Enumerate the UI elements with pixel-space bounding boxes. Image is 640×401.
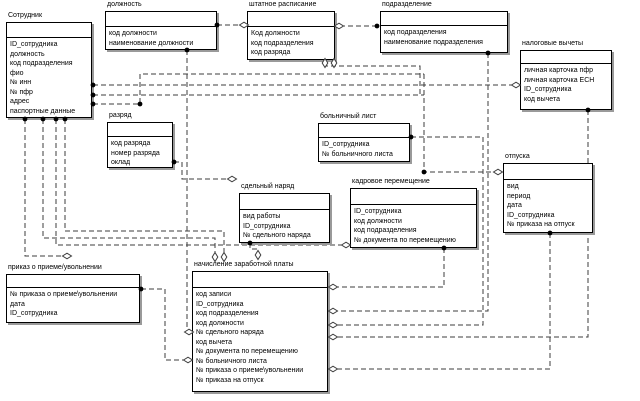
entity-header-sdelny-naryad <box>240 194 329 210</box>
entity-attributes-bolnichny-list <box>319 138 409 159</box>
entity-header-sotrudnik <box>7 23 91 38</box>
entity-header-otpuska <box>504 164 592 180</box>
entity-attributes-sotrudnik <box>7 38 91 116</box>
entity-attr: наименование подразделения <box>384 38 483 46</box>
entity-attr: дата <box>10 300 25 308</box>
entity-kadrovoe-peremeshchenie <box>350 188 477 248</box>
entity-attr: паспортные данные <box>10 107 76 115</box>
entity-attr: номер разряда <box>111 149 160 157</box>
entity-attr: № больничного листа <box>196 357 267 365</box>
connector-line-shtatnoe-stub-a <box>325 64 420 95</box>
entity-attributes-dolzhnost <box>106 27 216 48</box>
entity-attr: код должности <box>354 217 402 225</box>
entity-attr: № пфр <box>10 88 33 96</box>
entity-attr: ID_сотрудника <box>196 300 244 308</box>
entity-attributes-prikaz-priem-uvolnenie <box>7 288 139 319</box>
entity-attr: период <box>507 192 531 200</box>
entity-attr: вид <box>507 183 519 190</box>
entity-attr: № документа по перемещению <box>354 236 456 244</box>
entity-attr: код подразделения <box>251 39 314 47</box>
entity-attr: код подразделения <box>196 310 259 317</box>
entity-attr: код вычета <box>196 338 232 346</box>
entity-header-kadrovoe-peremeshchenie <box>351 189 476 205</box>
entity-attr: личная карточка пфр <box>524 67 593 74</box>
entity-attr: код подразделения <box>384 29 447 36</box>
entity-title-sotrudnik: Сотрудник <box>8 12 43 19</box>
entity-attr: код подразделения <box>10 60 73 67</box>
entity-attr: наименование должности <box>109 39 194 47</box>
entity-attributes-podrazdelenie <box>381 26 507 47</box>
entity-nalogovye-vychety <box>520 50 612 110</box>
connector-line-sotrudnik-loop-b <box>93 74 424 104</box>
entity-header-dolzhnost <box>106 12 216 27</box>
entity-attr: вид работы <box>243 213 281 220</box>
entity-title-otpuska: отпуска <box>505 153 530 160</box>
entity-attr: код подразделения <box>354 227 417 234</box>
entity-attr: ID_сотрудника <box>243 222 291 230</box>
entity-attr: № больничного листа <box>322 150 393 158</box>
entity-header-prikaz-priem-uvolnenie <box>7 275 139 288</box>
connector-line-razryad-to-sdelny <box>174 162 229 179</box>
entity-attr: личная карточка ЕСН <box>524 76 595 84</box>
entity-attr: код должности <box>196 319 244 327</box>
connector-line-sotrudnik-to-prikaz <box>25 119 64 256</box>
entity-attr: Код должности <box>251 30 300 37</box>
entity-title-bolnichny-list: больничный лист <box>320 113 377 120</box>
entity-shtatnoe-raspisanie <box>247 11 335 60</box>
entity-attr: № инн <box>10 79 32 86</box>
entity-header-razryad <box>108 123 172 137</box>
entity-attr: код разряда <box>111 140 151 147</box>
entity-title-podrazdelenie: подразделение <box>382 1 432 8</box>
entity-sotrudnik <box>6 22 92 118</box>
entity-bolnichny-list <box>318 123 410 162</box>
entity-header-bolnichny-list <box>319 124 409 138</box>
connector-line-dolzhnost-to-nachislenie <box>186 50 187 332</box>
entity-attr: № документа по перемещению <box>196 348 298 355</box>
entity-attributes-sdelny-naryad <box>240 210 329 241</box>
entity-title-dolzhnost: должность <box>107 1 142 8</box>
entity-razryad <box>107 122 173 168</box>
entity-attr: ID_сотрудника <box>322 141 370 148</box>
entity-attr: № сдельного наряда <box>243 232 311 239</box>
entity-attributes-razryad <box>108 137 172 168</box>
entity-prikaz-priem-uvolnenie <box>6 274 140 323</box>
entity-attributes-kadrovoe-peremeshchenie <box>351 205 476 245</box>
entity-title-shtatnoe-raspisanie: штатное расписание <box>249 1 317 8</box>
entity-attr: код вычета <box>524 95 560 103</box>
connector-line-prikaz-to-nachislenie <box>141 289 185 360</box>
entity-attr: должность <box>10 50 45 58</box>
entity-title-nalogovye-vychety: налоговые вычеты <box>522 40 583 47</box>
entity-header-podrazdelenie <box>381 12 507 26</box>
connector-line-otpuska-to-nachislenie <box>336 233 550 369</box>
entity-attr: дата <box>507 202 522 209</box>
entity-attr: код записи <box>196 291 232 298</box>
entity-dolzhnost <box>105 11 217 50</box>
connector-line-vertical-to-otpuska <box>424 74 495 172</box>
entity-attr: код разряда <box>251 49 291 56</box>
entity-title-sdelny-naryad: сдельный наряд <box>241 183 295 190</box>
entity-podrazdelenie <box>380 11 508 53</box>
entity-attr: фио <box>10 69 24 77</box>
entity-attr: № сдельного наряда <box>196 329 264 336</box>
entity-title-prikaz-priem-uvolnenie: приказ о приеме/увольнении <box>8 264 102 271</box>
entity-header-nalogovye-vychety <box>521 51 611 64</box>
entity-attr: ID_сотрудника <box>354 208 402 215</box>
entity-attr: ID_сотрудника <box>524 86 572 93</box>
entity-nachislenie-zarplaty <box>192 271 328 392</box>
entity-sdelny-naryad <box>239 193 330 243</box>
entity-attributes-shtatnoe-raspisanie <box>248 27 334 58</box>
entity-title-nachislenie-zarplaty: начисление заработной платы <box>194 261 294 268</box>
entity-attr: оклад <box>111 159 131 166</box>
entity-attr: ID_сотрудника <box>10 41 58 48</box>
entity-attr: ID_сотрудника <box>507 211 555 219</box>
entity-attr: адрес <box>10 98 30 105</box>
entity-attributes-nalogovye-vychety <box>521 64 611 104</box>
entity-title-razryad: разряд <box>109 112 132 119</box>
entity-attr: № приказа на отпуск <box>507 221 575 228</box>
entity-attributes-otpuska <box>504 180 592 230</box>
connector-line-kadrovoe-to-nachislenie <box>336 248 444 287</box>
entity-attributes-nachislenie-zarplaty <box>193 288 327 385</box>
entity-otpuska <box>503 163 593 233</box>
entity-attr: № приказа о приеме\увольнении <box>10 291 118 298</box>
entity-header-shtatnoe-raspisanie <box>248 12 334 27</box>
entity-attr: № приказа на отпуск <box>196 376 264 384</box>
entity-attr: № приказа о приеме\увольнении <box>196 367 304 374</box>
entity-header-nachislenie-zarplaty <box>193 272 327 288</box>
entity-attr: ID_сотрудника <box>10 310 58 317</box>
entity-title-kadrovoe-peremeshchenie: кадровое перемещение <box>352 178 430 185</box>
entity-attr: код должности <box>109 30 157 37</box>
